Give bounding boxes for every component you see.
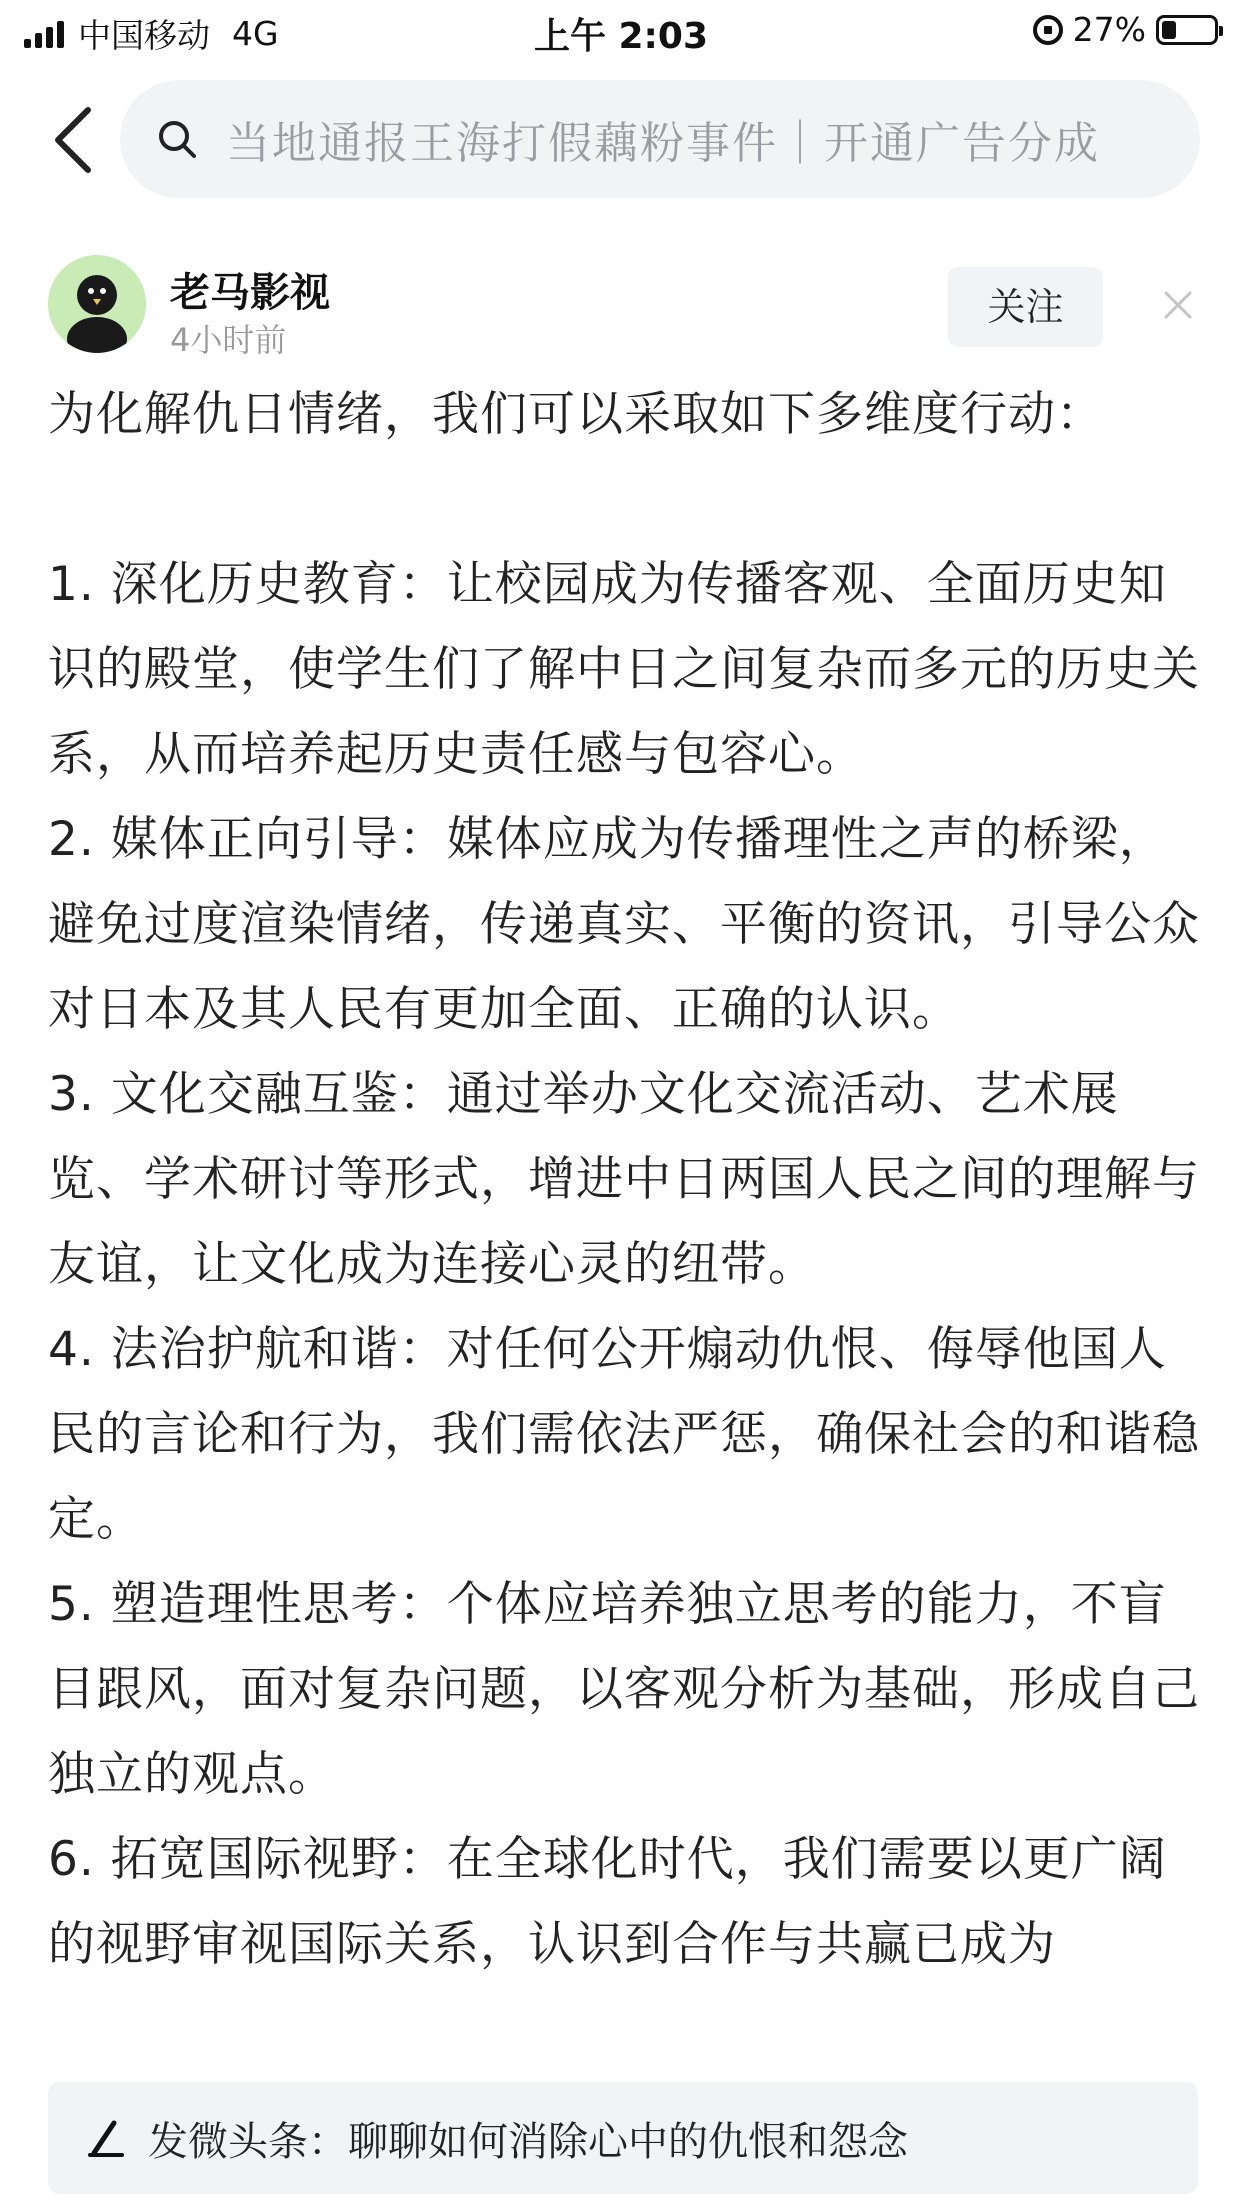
status-right — [1033, 10, 1218, 49]
carrier-label: 中国移动 — [78, 16, 210, 55]
pen-icon — [84, 2117, 126, 2159]
back-button[interactable] — [40, 100, 110, 180]
article-intro: 为化解仇日情绪，我们可以采取如下多维度行动： — [48, 387, 1104, 442]
search-placeholder: 当地通报王海打假藕粉事件｜开通广告分成 — [226, 118, 1100, 169]
rotation-lock-icon — [1033, 15, 1063, 45]
network-label: 4G — [232, 14, 279, 53]
close-icon — [1158, 285, 1198, 325]
follow-button[interactable]: 关注 — [948, 267, 1103, 347]
article-item-3: 3. 文化交融互鉴：通过举办文化交流活动、艺术展览、学术研讨等形式，增进中日两国人民之间的理解与友谊，让文化成为连接心灵的纽带。 — [48, 1067, 1200, 1292]
avatar[interactable] — [48, 255, 146, 353]
status-bar — [0, 0, 1242, 64]
article-body — [48, 372, 1208, 2062]
article-item-5: 5. 塑造理性思考：个体应培养独立思考的能力，不盲目跟风，面对复杂问题，以客观分析为基础，形成自己独立的观点。 — [48, 1577, 1200, 1802]
battery-icon — [1156, 15, 1218, 45]
close-button[interactable] — [1158, 285, 1198, 325]
search-icon — [156, 118, 198, 160]
nav-bar — [0, 80, 1242, 198]
post-time: 4小时前 — [170, 321, 287, 359]
article-item-2: 2. 媒体正向引导：媒体应成为传播理性之声的桥梁，避免过度渲染情绪，传递真实、平衡的资讯，引导公众对日本及其人民有更加全面、正确的认识。 — [48, 812, 1200, 1037]
article-item-4: 4. 法治护航和谐：对任何公开煽动仇恨、侮辱他国人民的言论和行为，我们需依法严惩，确保社会的和谐稳定。 — [48, 1322, 1200, 1547]
compose-prompt: 发微头条：聊聊如何消除心中的仇恨和怨念 — [148, 2118, 908, 2165]
bird-avatar-icon — [48, 255, 146, 353]
author-row — [48, 255, 1198, 365]
chevron-left-icon — [40, 100, 110, 180]
status-time: 上午 2:03 — [533, 16, 709, 57]
battery-fill — [1162, 21, 1176, 39]
article-item-6: 6. 拓宽国际视野：在全球化时代，我们需要以更广阔的视野审视国际关系，认识到合作与共赢已成为 — [48, 1832, 1167, 1972]
search-input[interactable] — [120, 80, 1200, 198]
article-item-1: 1. 深化历史教育：让校园成为传播客观、全面历史知识的殿堂，使学生们了解中日之间复杂而多元的历史关系，从而培养起历史责任感与包容心。 — [48, 557, 1200, 782]
compose-bar[interactable] — [48, 2082, 1198, 2194]
battery-percent: 27% — [1072, 10, 1146, 49]
author-name[interactable]: 老马影视 — [170, 270, 330, 316]
